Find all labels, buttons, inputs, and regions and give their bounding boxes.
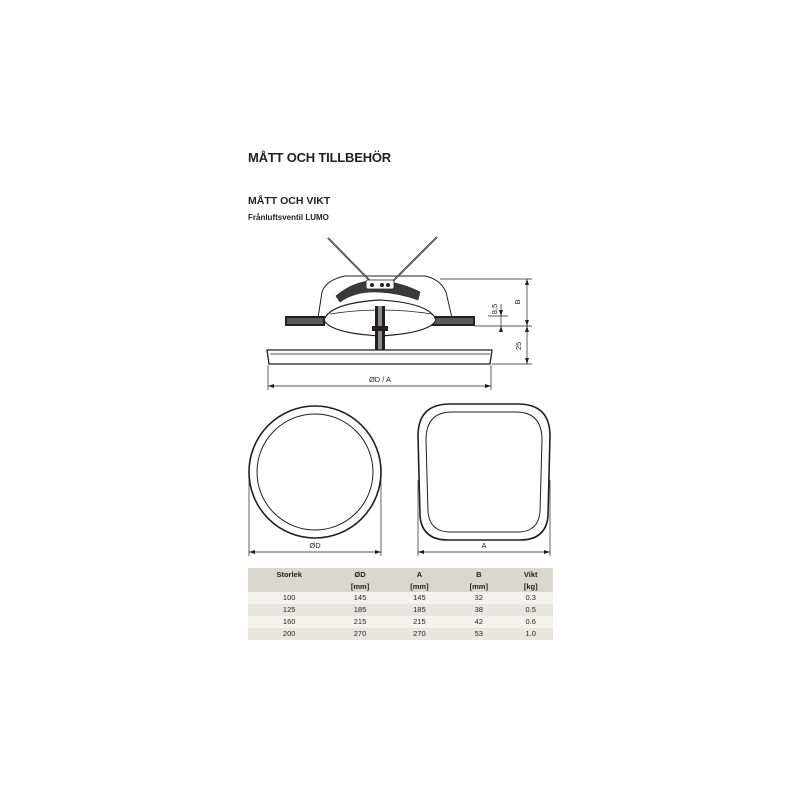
- cell-diameter: 270: [330, 628, 389, 640]
- header-weight-unit: [kg]: [508, 580, 553, 592]
- header-a-unit: [mm]: [390, 580, 449, 592]
- cell-size: 125: [248, 604, 330, 616]
- cell-a: 185: [390, 604, 449, 616]
- subsection-title: MÅTT OCH VIKT: [248, 195, 331, 207]
- cell-diameter: 145: [330, 592, 389, 604]
- table-row: [248, 628, 553, 640]
- header-size-unit: [248, 580, 330, 592]
- dim-85-label: 8,5: [490, 303, 499, 315]
- cell-a: 145: [390, 592, 449, 604]
- cell-weight: 0.5: [508, 604, 553, 616]
- section-title: MÅTT OCH TILLBEHÖR: [248, 150, 391, 165]
- cell-b: 53: [449, 628, 508, 640]
- cell-diameter: 215: [330, 616, 389, 628]
- header-b: B: [449, 568, 508, 580]
- dim-diameter-label: ØD: [309, 541, 321, 550]
- header-weight: Vikt: [508, 568, 553, 580]
- side-view: [267, 237, 492, 364]
- cell-size: 160: [248, 616, 330, 628]
- header-diameter-unit: [mm]: [330, 580, 389, 592]
- cell-b: 42: [449, 616, 508, 628]
- product-name: Frånluftsventil LUMO: [248, 213, 329, 222]
- dim-25-label: 25: [514, 341, 523, 351]
- dim-diameter-a-label: ØD / A: [368, 375, 392, 384]
- cell-diameter: 185: [330, 604, 389, 616]
- cell-b: 38: [449, 604, 508, 616]
- cell-weight: 0.3: [508, 592, 553, 604]
- cell-size: 200: [248, 628, 330, 640]
- table-row: [248, 616, 553, 628]
- cell-a: 215: [390, 616, 449, 628]
- cell-b: 32: [449, 592, 508, 604]
- dim-b-label: B: [513, 299, 522, 305]
- cell-weight: 1.0: [508, 628, 553, 640]
- table-row: [248, 592, 553, 604]
- cell-a: 270: [390, 628, 449, 640]
- header-diameter: ØD: [330, 568, 389, 580]
- table-header-units-row: [248, 580, 553, 592]
- header-a: A: [390, 568, 449, 580]
- cell-size: 100: [248, 592, 330, 604]
- header-b-unit: [mm]: [449, 580, 508, 592]
- cell-weight: 0.6: [508, 616, 553, 628]
- table-row: [248, 604, 553, 616]
- dim-a-label: A: [481, 541, 487, 550]
- round-top-view: [249, 406, 381, 538]
- square-top-view: [418, 404, 550, 540]
- table-header-row: [248, 568, 553, 580]
- header-size: Storlek: [248, 568, 330, 580]
- dimensions-weight-table: [248, 568, 553, 640]
